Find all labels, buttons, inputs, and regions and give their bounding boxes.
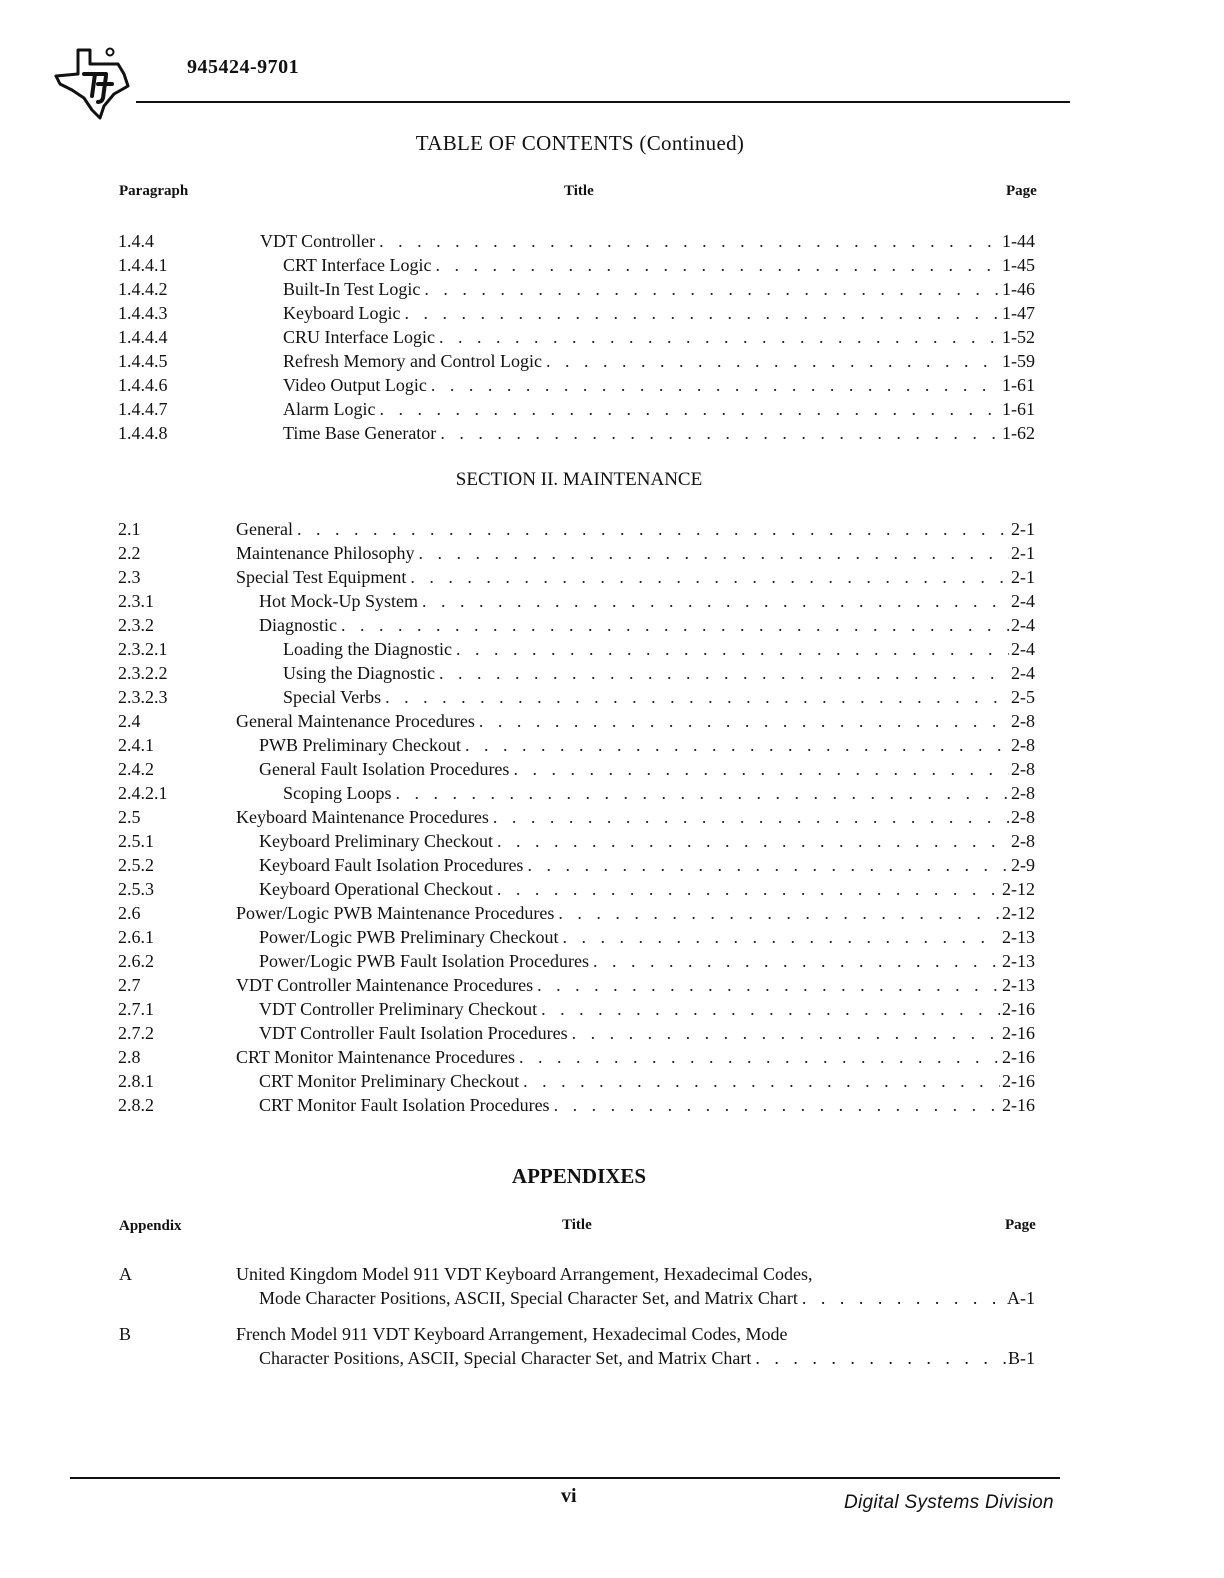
toc-number: 2.3 <box>118 567 141 587</box>
toc-page: 1-46 <box>1002 279 1035 299</box>
toc-row[interactable] <box>0 1021 1224 1045</box>
toc-title: CRU Interface Logic <box>283 327 435 347</box>
toc-title: Alarm Logic <box>283 399 376 419</box>
toc-page: 2-4 <box>1011 663 1035 683</box>
toc-row[interactable] <box>0 589 1224 613</box>
toc-number: 2.6 <box>118 903 141 923</box>
toc-number: 2.4.1 <box>118 735 154 755</box>
dot-leader <box>404 301 1000 325</box>
column-header-appendix: Appendix <box>119 1218 182 1234</box>
toc-number: 1.4.4.4 <box>118 327 168 347</box>
toc-title: Special Test Equipment <box>236 567 407 587</box>
dot-leader <box>513 757 1009 781</box>
toc-row[interactable] <box>0 925 1224 949</box>
toc-number: 2.3.2.3 <box>118 687 168 707</box>
page-number: vi <box>561 1485 577 1507</box>
appendix-title-line2: Mode Character Positions, ASCII, Special Character Set, and Matrix Chart <box>259 1288 798 1308</box>
toc-page: 2-16 <box>1002 1095 1035 1115</box>
toc-number: 2.5.2 <box>118 855 154 875</box>
toc-title: CRT Interface Logic <box>283 255 432 275</box>
footer-rule <box>70 1477 1060 1479</box>
document-number: 945424-9701 <box>187 56 300 78</box>
toc-title: Scoping Loops <box>283 783 392 803</box>
toc-row[interactable] <box>0 565 1224 589</box>
toc-page: 2-8 <box>1011 807 1035 827</box>
toc-number: 2.4 <box>118 711 141 731</box>
dot-leader <box>523 1069 1000 1093</box>
toc-title: Special Verbs <box>283 687 382 707</box>
dot-leader <box>497 829 1009 853</box>
toc-page: 1-61 <box>1002 399 1035 419</box>
toc-number: 2.6.2 <box>118 951 154 971</box>
dot-leader <box>431 373 1000 397</box>
dot-leader <box>440 421 1000 445</box>
toc-page: 2-16 <box>1002 1071 1035 1091</box>
dot-leader <box>541 997 1000 1021</box>
toc-number: 2.3.2 <box>118 615 154 635</box>
dot-leader <box>546 349 1000 373</box>
toc-page: 1-45 <box>1002 255 1035 275</box>
appendix-page: B-1 <box>1008 1348 1035 1368</box>
toc-number: 2.3.2.2 <box>118 663 168 683</box>
toc-number: 2.7.1 <box>118 999 154 1019</box>
toc-row[interactable] <box>0 373 1224 397</box>
toc-number: 2.8 <box>118 1047 141 1067</box>
toc-row[interactable] <box>0 1069 1224 1093</box>
dot-leader <box>439 325 1000 349</box>
toc-title: VDT Controller Preliminary Checkout <box>259 999 538 1019</box>
dot-leader <box>439 661 1009 685</box>
toc-row[interactable] <box>0 1045 1224 1069</box>
toc-title: PWB Preliminary Checkout <box>259 735 461 755</box>
toc-row[interactable] <box>0 733 1224 757</box>
page-title: TABLE OF CONTENTS (Continued) <box>415 131 745 155</box>
ti-texas-logo-icon <box>54 44 134 120</box>
appendix-title-line2: Character Positions, ASCII, Special Character Set, and Matrix Chart <box>259 1348 752 1368</box>
toc-page: 1-62 <box>1002 423 1035 443</box>
toc-title: Power/Logic PWB Preliminary Checkout <box>259 927 559 947</box>
header-rule <box>136 101 1070 103</box>
toc-row[interactable] <box>0 325 1224 349</box>
toc-page: 2-4 <box>1011 639 1035 659</box>
toc-page: 2-4 <box>1011 591 1035 611</box>
toc-title: Using the Diagnostic <box>283 663 435 683</box>
toc-title: Loading the Diagnostic <box>283 639 452 659</box>
toc-page: 2-8 <box>1011 783 1035 803</box>
toc-page: 2-8 <box>1011 711 1035 731</box>
toc-title: Time Base Generator <box>283 423 437 443</box>
toc-row[interactable] <box>0 829 1224 853</box>
toc-page: 2-13 <box>1002 927 1035 947</box>
dot-leader <box>562 925 1000 949</box>
dot-leader <box>519 1045 1000 1069</box>
toc-title: Hot Mock-Up System <box>259 591 418 611</box>
toc-title: CRT Monitor Preliminary Checkout <box>259 1071 520 1091</box>
toc-title: Video Output Logic <box>283 375 427 395</box>
dot-leader <box>465 733 1009 757</box>
toc-row[interactable] <box>0 661 1224 685</box>
toc-page: 2-13 <box>1002 951 1035 971</box>
toc-number: 1.4.4.3 <box>118 303 168 323</box>
dot-leader <box>379 229 1000 253</box>
toc-title: VDT Controller Fault Isolation Procedures <box>259 1023 568 1043</box>
toc-number: 1.4.4.5 <box>118 351 168 371</box>
toc-row[interactable] <box>0 229 1224 253</box>
toc-row[interactable] <box>0 949 1224 973</box>
toc-title: General Maintenance Procedures <box>236 711 475 731</box>
toc-page: 2-8 <box>1011 735 1035 755</box>
toc-page: 2-1 <box>1011 567 1035 587</box>
toc-page: 2-8 <box>1011 831 1035 851</box>
dot-leader <box>436 253 1000 277</box>
toc-title: Keyboard Preliminary Checkout <box>259 831 493 851</box>
toc-number: 2.8.1 <box>118 1071 154 1091</box>
toc-row[interactable] <box>0 805 1224 829</box>
toc-number: 2.1 <box>118 519 141 539</box>
toc-page: 2-1 <box>1011 519 1035 539</box>
toc-number: 1.4.4.6 <box>118 375 168 395</box>
toc-title: Keyboard Fault Isolation Procedures <box>259 855 524 875</box>
column-header-title: Title <box>564 183 594 199</box>
toc-row[interactable] <box>0 973 1224 997</box>
dot-leader <box>396 781 1009 805</box>
toc-title: General <box>236 519 293 539</box>
toc-title: CRT Monitor Maintenance Procedures <box>236 1047 516 1067</box>
toc-row[interactable] <box>0 877 1224 901</box>
dot-leader <box>297 517 1009 541</box>
toc-page: 1-59 <box>1002 351 1035 371</box>
toc-page: 1-52 <box>1002 327 1035 347</box>
toc-title: VDT Controller Maintenance Procedures <box>236 975 534 995</box>
dot-leader <box>379 397 1000 421</box>
division-name: Digital Systems Division <box>844 1492 1054 1513</box>
toc-number: 2.5.3 <box>118 879 154 899</box>
toc-page: 2-4 <box>1011 615 1035 635</box>
dot-leader <box>410 565 1009 589</box>
toc-title: Refresh Memory and Control Logic <box>283 351 542 371</box>
toc-title: Power/Logic PWB Fault Isolation Procedures <box>259 951 589 971</box>
dot-leader <box>537 973 1000 997</box>
toc-title: Power/Logic PWB Maintenance Procedures <box>236 903 555 923</box>
toc-section1-list <box>0 229 1224 445</box>
dot-leader <box>422 589 1009 613</box>
toc-number: 2.2 <box>118 543 141 563</box>
toc-number: 2.7 <box>118 975 141 995</box>
dot-leader <box>755 1346 1006 1370</box>
toc-title: General Fault Isolation Procedures <box>259 759 510 779</box>
toc-number: 1.4.4.7 <box>118 399 168 419</box>
toc-row[interactable] <box>0 1093 1224 1117</box>
dot-leader <box>385 685 1009 709</box>
toc-row[interactable] <box>0 397 1224 421</box>
toc-row[interactable] <box>0 709 1224 733</box>
column-header-paragraph: Paragraph <box>119 183 189 199</box>
column-header-page: Page <box>1005 1217 1036 1233</box>
appendix-page: A-1 <box>1007 1288 1035 1308</box>
toc-number: 2.5.1 <box>118 831 154 851</box>
toc-row[interactable] <box>0 541 1224 565</box>
toc-title: CRT Monitor Fault Isolation Procedures <box>259 1095 550 1115</box>
toc-title: VDT Controller <box>260 231 376 251</box>
toc-page: 2-8 <box>1011 759 1035 779</box>
toc-page: 2-12 <box>1002 879 1035 899</box>
toc-number: 1.4.4.1 <box>118 255 168 275</box>
toc-page: 1-61 <box>1002 375 1035 395</box>
toc-page: 2-13 <box>1002 975 1035 995</box>
dot-leader <box>456 637 1009 661</box>
toc-page: 2-9 <box>1011 855 1035 875</box>
toc-section2-list <box>0 517 1224 1117</box>
dot-leader <box>479 709 1009 733</box>
toc-number: 2.5 <box>118 807 141 827</box>
toc-title: Built-In Test Logic <box>283 279 421 299</box>
toc-page: 2-16 <box>1002 1023 1035 1043</box>
dot-leader <box>418 541 1009 565</box>
toc-page: 1-44 <box>1002 231 1035 251</box>
dot-leader <box>497 877 1000 901</box>
toc-number: 2.8.2 <box>118 1095 154 1115</box>
toc-row[interactable] <box>0 301 1224 325</box>
toc-row[interactable] <box>0 685 1224 709</box>
toc-number: 2.3.2.1 <box>118 639 168 659</box>
toc-row[interactable] <box>0 253 1224 277</box>
toc-row[interactable] <box>0 853 1224 877</box>
toc-row[interactable] <box>0 421 1224 445</box>
toc-row[interactable] <box>0 637 1224 661</box>
appendixes-heading: APPENDIXES <box>511 1164 647 1188</box>
toc-row[interactable] <box>0 997 1224 1021</box>
dot-leader <box>558 901 1000 925</box>
toc-row[interactable] <box>0 277 1224 301</box>
toc-title: Keyboard Logic <box>283 303 401 323</box>
dot-leader <box>527 853 1009 877</box>
appendix-title-line1: French Model 911 VDT Keyboard Arrangement, Hexadecimal Codes, Mode <box>236 1324 788 1344</box>
dot-leader <box>802 1286 1005 1310</box>
dot-leader <box>493 805 1009 829</box>
toc-row[interactable] <box>0 349 1224 373</box>
dot-leader <box>572 1021 1000 1045</box>
column-header-title: Title <box>562 1217 592 1233</box>
column-header-page: Page <box>1006 183 1037 199</box>
toc-title: Diagnostic <box>259 615 337 635</box>
toc-row[interactable] <box>0 613 1224 637</box>
toc-number: 2.7.2 <box>118 1023 154 1043</box>
toc-number: 1.4.4.2 <box>118 279 168 299</box>
toc-page: 2-12 <box>1002 903 1035 923</box>
toc-number: 2.6.1 <box>118 927 154 947</box>
toc-title: Maintenance Philosophy <box>236 543 415 563</box>
dot-leader <box>424 277 1000 301</box>
toc-number: 2.3.1 <box>118 591 154 611</box>
toc-row[interactable] <box>0 901 1224 925</box>
toc-page: 2-16 <box>1002 999 1035 1019</box>
appendix-letter: A <box>119 1264 132 1284</box>
toc-title: Keyboard Operational Checkout <box>259 879 493 899</box>
toc-title: Keyboard Maintenance Procedures <box>236 807 489 827</box>
toc-number: 1.4.4.8 <box>118 423 168 443</box>
dot-leader <box>554 1093 1000 1117</box>
toc-page: 2-1 <box>1011 543 1035 563</box>
toc-page: 1-47 <box>1002 303 1035 323</box>
toc-row[interactable] <box>0 781 1224 805</box>
appendix-letter: B <box>119 1324 132 1344</box>
toc-number: 2.4.2 <box>118 759 154 779</box>
toc-number: 2.4.2.1 <box>118 783 168 803</box>
toc-number: 1.4.4 <box>118 231 154 251</box>
toc-page: 2-5 <box>1011 687 1035 707</box>
toc-page: 2-16 <box>1002 1047 1035 1067</box>
section-heading: SECTION II. MAINTENANCE <box>455 469 703 490</box>
toc-row[interactable] <box>0 517 1224 541</box>
dot-leader <box>341 613 1009 637</box>
toc-row[interactable] <box>0 757 1224 781</box>
appendix-title-line1: United Kingdom Model 911 VDT Keyboard Arrangement, Hexadecimal Codes, <box>236 1264 813 1284</box>
dot-leader <box>593 949 1000 973</box>
